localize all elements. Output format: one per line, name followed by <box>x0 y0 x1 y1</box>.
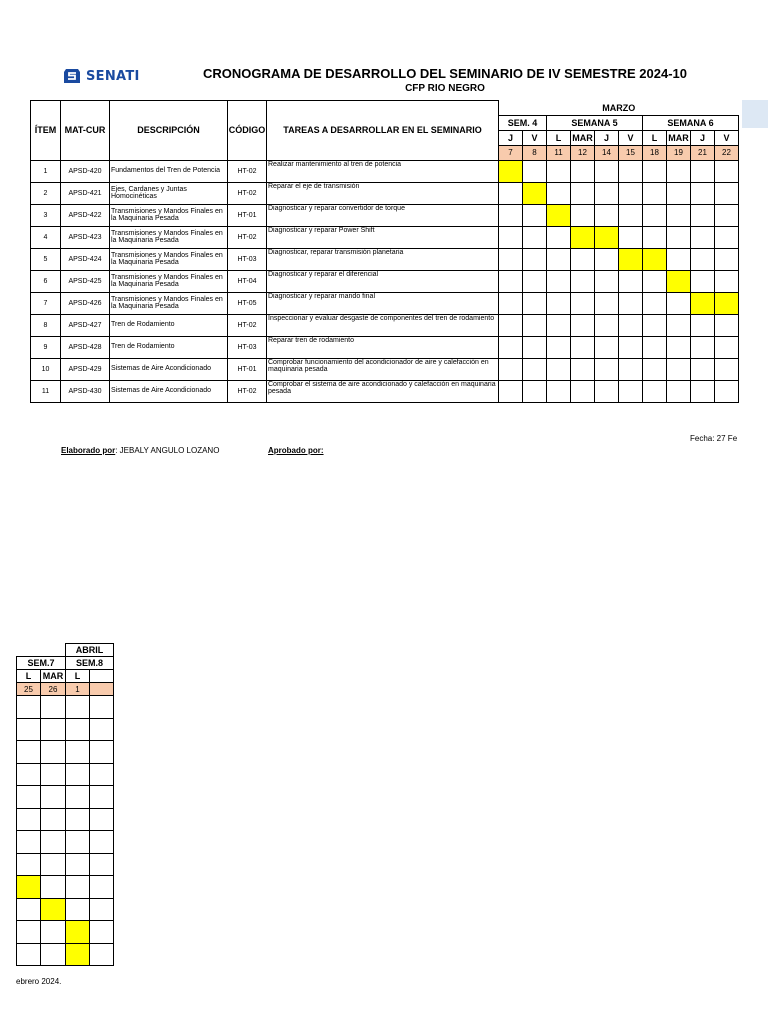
day-header: 15 <box>619 145 643 160</box>
item-cell: 5 <box>31 248 61 270</box>
elaborado-label: Elaborado por <box>61 446 116 455</box>
page-title: CRONOGRAMA DE DESARROLLO DEL SEMINARIO DE IV SEMESTRE 2024-10 <box>203 66 687 81</box>
schedule-cell <box>619 270 643 292</box>
schedule-cell <box>523 358 547 380</box>
schedule-cell <box>667 292 691 314</box>
overflow-schedule-cell <box>17 876 41 899</box>
overflow-row <box>17 808 114 831</box>
weekday-header: J <box>499 130 523 145</box>
matcur-cell: APSD-422 <box>61 204 110 226</box>
matcur-cell: APSD-423 <box>61 226 110 248</box>
overflow-schedule-cell <box>17 943 41 966</box>
weekday-header: V <box>715 130 739 145</box>
item-cell: 11 <box>31 380 61 402</box>
schedule-cell <box>715 248 739 270</box>
overflow-row <box>17 898 114 921</box>
schedule-cell <box>715 358 739 380</box>
schedule-cell <box>667 182 691 204</box>
item-cell: 4 <box>31 226 61 248</box>
schedule-cell <box>691 336 715 358</box>
overflow-schedule-cell <box>90 696 114 719</box>
schedule-cell <box>667 336 691 358</box>
header-week-6: SEMANA 6 <box>643 115 739 130</box>
tarea-cell: Reparar el eje de transmisión <box>267 182 499 204</box>
overflow-schedule-cell <box>66 808 90 831</box>
description-cell: Tren de Rodamiento <box>110 336 228 358</box>
table-row <box>31 226 739 248</box>
schedule-cell <box>691 314 715 336</box>
table-row <box>31 314 739 336</box>
day-header: 12 <box>571 145 595 160</box>
fecha-text: Fecha: 27 Fe <box>690 434 738 443</box>
tarea-cell: Diagnosticar y reparar mando final <box>267 292 499 314</box>
schedule-cell <box>667 226 691 248</box>
schedule-cell <box>499 182 523 204</box>
header-week-4: SEM. 4 <box>499 115 547 130</box>
table-row <box>31 160 739 182</box>
schedule-cell <box>643 226 667 248</box>
schedule-cell <box>643 292 667 314</box>
description-cell: Transmisiones y Mandos Finales en la Maquinaria Pesada <box>110 226 228 248</box>
overflow-day-header <box>90 683 114 696</box>
schedule-cell <box>691 380 715 402</box>
schedule-cell <box>547 182 571 204</box>
schedule-cell <box>643 204 667 226</box>
overflow-schedule-cell <box>41 741 66 764</box>
schedule-cell <box>619 248 643 270</box>
matcur-cell: APSD-430 <box>61 380 110 402</box>
schedule-cell <box>619 358 643 380</box>
schedule-cell <box>643 270 667 292</box>
header-tareas: TAREAS A DESARROLLAR EN EL SEMINARIO <box>267 101 499 161</box>
aprobado-por <box>268 446 324 455</box>
schedule-cell <box>499 336 523 358</box>
header-descripcion: DESCRIPCIÓN <box>110 101 228 161</box>
item-cell: 7 <box>31 292 61 314</box>
schedule-cell <box>571 182 595 204</box>
schedule-cell <box>523 226 547 248</box>
schedule-cell <box>499 226 523 248</box>
schedule-cell <box>715 182 739 204</box>
overflow-schedule-cell <box>41 718 66 741</box>
overflow-schedule-cell <box>41 943 66 966</box>
overflow-schedule-cell <box>41 786 66 809</box>
codigo-cell: HT-01 <box>228 358 267 380</box>
overflow-schedule-cell <box>66 831 90 854</box>
overflow-schedule-cell <box>66 853 90 876</box>
schedule-cell <box>571 160 595 182</box>
description-cell: Transmisiones y Mandos Finales en la Maquinaria Pesada <box>110 248 228 270</box>
codigo-cell: HT-02 <box>228 182 267 204</box>
codigo-cell: HT-02 <box>228 380 267 402</box>
schedule-cell <box>619 314 643 336</box>
schedule-cell <box>619 204 643 226</box>
schedule-cell <box>595 358 619 380</box>
schedule-cell <box>667 380 691 402</box>
overflow-schedule-cell <box>66 741 90 764</box>
schedule-cell <box>523 314 547 336</box>
schedule-cell <box>667 270 691 292</box>
description-cell: Tren de Rodamiento <box>110 314 228 336</box>
tarea-cell: Realizar mantenimiento al tren de potencia <box>267 160 499 182</box>
overflow-schedule-cell <box>90 921 114 944</box>
weekday-header: L <box>643 130 667 145</box>
schedule-cell <box>499 358 523 380</box>
overflow-schedule-cell <box>90 741 114 764</box>
description-cell: Transmisiones y Mandos Finales en la Maquinaria Pesada <box>110 270 228 292</box>
overflow-schedule-cell <box>90 898 114 921</box>
schedule-cell <box>691 160 715 182</box>
item-cell: 3 <box>31 204 61 226</box>
header-codigo: CÓDIGO <box>228 101 267 161</box>
schedule-cell <box>571 292 595 314</box>
elaborado-por <box>61 446 219 455</box>
day-header: 7 <box>499 145 523 160</box>
overflow-schedule-cell <box>17 831 41 854</box>
schedule-cell <box>595 314 619 336</box>
schedule-cell <box>667 248 691 270</box>
overflow-month: ABRIL <box>66 644 114 657</box>
overflow-schedule-cell <box>41 853 66 876</box>
schedule-cell <box>619 182 643 204</box>
description-cell: Transmisiones y Mandos Finales en la Maquinaria Pesada <box>110 204 228 226</box>
overflow-schedule-cell <box>66 696 90 719</box>
overflow-row <box>17 943 114 966</box>
table-row <box>31 248 739 270</box>
schedule-cell <box>595 292 619 314</box>
overflow-schedule-cell <box>17 696 41 719</box>
schedule-cell <box>547 292 571 314</box>
item-cell: 2 <box>31 182 61 204</box>
overflow-strip <box>742 100 768 128</box>
overflow-schedule-cell <box>17 786 41 809</box>
overflow-schedule-cell <box>90 831 114 854</box>
overflow-schedule-cell <box>41 921 66 944</box>
schedule-cell <box>691 226 715 248</box>
elaborado-value: : JEBALY ANGULO LOZANO <box>115 446 220 455</box>
weekday-header: V <box>619 130 643 145</box>
schedule-cell <box>499 204 523 226</box>
item-cell: 1 <box>31 160 61 182</box>
schedule-cell <box>715 160 739 182</box>
schedule-cell <box>691 182 715 204</box>
matcur-cell: APSD-420 <box>61 160 110 182</box>
item-cell: 9 <box>31 336 61 358</box>
overflow-schedule-cell <box>90 808 114 831</box>
overflow-schedule-cell <box>17 763 41 786</box>
overflow-schedule-cell <box>17 898 41 921</box>
senati-logo-icon <box>62 66 82 86</box>
header-month: MARZO <box>499 101 739 116</box>
schedule-cell <box>667 204 691 226</box>
overflow-table <box>16 643 114 966</box>
tarea-cell: Comprobar funcionamiento del acondicionador de aire y calefacción en maquinaria pesada <box>267 358 499 380</box>
tarea-cell: Diagnosticar y reparar Power Shift <box>267 226 499 248</box>
schedule-cell <box>499 314 523 336</box>
schedule-cell <box>667 314 691 336</box>
tarea-cell: Diagnosticar y reparar el diferencial <box>267 270 499 292</box>
matcur-cell: APSD-426 <box>61 292 110 314</box>
schedule-cell <box>643 248 667 270</box>
schedule-cell <box>499 248 523 270</box>
overflow-schedule-cell <box>90 943 114 966</box>
schedule-cell <box>523 182 547 204</box>
schedule-table <box>30 100 739 403</box>
day-header: 19 <box>667 145 691 160</box>
overflow-schedule-cell <box>66 921 90 944</box>
overflow-schedule-cell <box>17 718 41 741</box>
day-header: 11 <box>547 145 571 160</box>
schedule-cell <box>691 248 715 270</box>
schedule-cell <box>523 292 547 314</box>
schedule-cell <box>643 380 667 402</box>
weekday-header: V <box>523 130 547 145</box>
day-header: 8 <box>523 145 547 160</box>
schedule-cell <box>547 204 571 226</box>
schedule-cell <box>595 380 619 402</box>
overflow-schedule-cell <box>66 876 90 899</box>
aprobado-label: Aprobado por: <box>268 446 324 455</box>
schedule-cell <box>595 204 619 226</box>
schedule-cell <box>547 270 571 292</box>
overflow-schedule-cell <box>41 831 66 854</box>
page-subtitle: CFP RIO NEGRO <box>405 83 485 94</box>
schedule-cell <box>595 248 619 270</box>
header-matcur: MAT-CUR <box>61 101 110 161</box>
matcur-cell: APSD-429 <box>61 358 110 380</box>
day-header: 21 <box>691 145 715 160</box>
schedule-cell <box>499 292 523 314</box>
codigo-cell: HT-03 <box>228 248 267 270</box>
overflow-weekday-header: MAR <box>41 670 66 683</box>
schedule-cell <box>595 270 619 292</box>
table-row <box>31 204 739 226</box>
schedule-cell <box>547 226 571 248</box>
overflow-day-header: 26 <box>41 683 66 696</box>
codigo-cell: HT-04 <box>228 270 267 292</box>
overflow-schedule-cell <box>41 898 66 921</box>
overflow-row <box>17 786 114 809</box>
overflow-day-header: 25 <box>17 683 41 696</box>
overflow-weekday-header: L <box>17 670 41 683</box>
schedule-cell <box>571 314 595 336</box>
overflow-row <box>17 763 114 786</box>
overflow-schedule-cell <box>41 876 66 899</box>
brand-name: SENATI <box>86 68 140 84</box>
weekday-header: J <box>691 130 715 145</box>
schedule-cell <box>523 248 547 270</box>
table-row <box>31 380 739 402</box>
schedule-cell <box>547 358 571 380</box>
day-header: 14 <box>595 145 619 160</box>
schedule-cell <box>499 270 523 292</box>
item-cell: 8 <box>31 314 61 336</box>
schedule-cell <box>571 204 595 226</box>
schedule-cell <box>691 270 715 292</box>
table-row <box>31 182 739 204</box>
schedule-cell <box>715 270 739 292</box>
schedule-cell <box>547 160 571 182</box>
item-cell: 6 <box>31 270 61 292</box>
description-cell: Ejes, Cardanes y Juntas Homocinéticas <box>110 182 228 204</box>
schedule-cell <box>643 336 667 358</box>
schedule-cell <box>715 226 739 248</box>
schedule-cell <box>499 380 523 402</box>
day-header: 22 <box>715 145 739 160</box>
day-header: 18 <box>643 145 667 160</box>
matcur-cell: APSD-427 <box>61 314 110 336</box>
schedule-cell <box>595 182 619 204</box>
table-row <box>31 336 739 358</box>
senati-logo <box>62 66 140 86</box>
schedule-cell <box>619 292 643 314</box>
codigo-cell: HT-05 <box>228 292 267 314</box>
overflow-week-7: SEM.7 <box>17 657 66 670</box>
overflow-row <box>17 876 114 899</box>
description-cell: Fundamentos del Tren de Potencia <box>110 160 228 182</box>
overflow-schedule-cell <box>41 808 66 831</box>
overflow-schedule-cell <box>41 696 66 719</box>
schedule-cell <box>571 270 595 292</box>
schedule-cell <box>571 226 595 248</box>
schedule-cell <box>523 160 547 182</box>
table-row <box>31 270 739 292</box>
tarea-cell: Comprobar el sistema de aire acondicionado y calefacción en maquinaria pesada <box>267 380 499 402</box>
weekday-header: MAR <box>667 130 691 145</box>
overflow-schedule-cell <box>17 853 41 876</box>
overflow-schedule-cell <box>90 853 114 876</box>
schedule-cell <box>523 270 547 292</box>
fecha-continuation: ebrero 2024. <box>16 977 62 986</box>
schedule-cell <box>619 336 643 358</box>
schedule-cell <box>715 380 739 402</box>
overflow-row <box>17 921 114 944</box>
description-cell: Sistemas de Aire Acondicionado <box>110 380 228 402</box>
overflow-schedule-cell <box>90 786 114 809</box>
table-row <box>31 292 739 314</box>
matcur-cell: APSD-421 <box>61 182 110 204</box>
schedule-cell <box>571 336 595 358</box>
overflow-row <box>17 741 114 764</box>
overflow-day-header: 1 <box>66 683 90 696</box>
tarea-cell: Reparar tren de rodamiento <box>267 336 499 358</box>
schedule-cell <box>571 380 595 402</box>
overflow-schedule-cell <box>66 786 90 809</box>
matcur-cell: APSD-428 <box>61 336 110 358</box>
codigo-cell: HT-02 <box>228 314 267 336</box>
overflow-month-blank <box>17 644 66 657</box>
header-week-5: SEMANA 5 <box>547 115 643 130</box>
schedule-cell <box>667 358 691 380</box>
schedule-cell <box>715 336 739 358</box>
overflow-schedule-cell <box>17 741 41 764</box>
schedule-cell <box>691 358 715 380</box>
schedule-cell <box>715 314 739 336</box>
schedule-cell <box>547 248 571 270</box>
schedule-cell <box>595 160 619 182</box>
overflow-schedule-cell <box>90 876 114 899</box>
schedule-cell <box>523 204 547 226</box>
tarea-cell: Diagnosticar y reparar convertidor de torque <box>267 204 499 226</box>
schedule-cell <box>571 358 595 380</box>
overflow-schedule-cell <box>66 898 90 921</box>
schedule-cell <box>643 160 667 182</box>
overflow-weekday-header: L <box>66 670 90 683</box>
schedule-cell <box>619 380 643 402</box>
codigo-cell: HT-02 <box>228 160 267 182</box>
schedule-cell <box>619 160 643 182</box>
description-cell: Transmisiones y Mandos Finales en la Maquinaria Pesada <box>110 292 228 314</box>
overflow-schedule-cell <box>66 943 90 966</box>
overflow-row <box>17 853 114 876</box>
overflow-schedule-cell <box>90 763 114 786</box>
matcur-cell: APSD-424 <box>61 248 110 270</box>
weekday-header: MAR <box>571 130 595 145</box>
schedule-cell <box>547 314 571 336</box>
schedule-cell <box>595 336 619 358</box>
schedule-cell <box>643 358 667 380</box>
schedule-cell <box>667 160 691 182</box>
overflow-schedule-cell <box>41 763 66 786</box>
schedule-cell <box>571 248 595 270</box>
matcur-cell: APSD-425 <box>61 270 110 292</box>
table-row <box>31 358 739 380</box>
overflow-weekday-header <box>90 670 114 683</box>
schedule-cell <box>499 160 523 182</box>
overflow-week-8: SEM.8 <box>66 657 114 670</box>
overflow-row <box>17 831 114 854</box>
tarea-cell: Inspeccionar y evaluar desgaste de componentes del tren de rodamiento <box>267 314 499 336</box>
item-cell: 10 <box>31 358 61 380</box>
weekday-header: J <box>595 130 619 145</box>
overflow-schedule-cell <box>66 718 90 741</box>
schedule-cell <box>547 380 571 402</box>
weekday-header: L <box>547 130 571 145</box>
schedule-cell <box>715 204 739 226</box>
schedule-cell <box>523 336 547 358</box>
overflow-schedule-cell <box>66 763 90 786</box>
overflow-schedule-cell <box>17 921 41 944</box>
description-cell: Sistemas de Aire Acondicionado <box>110 358 228 380</box>
codigo-cell: HT-03 <box>228 336 267 358</box>
overflow-row <box>17 696 114 719</box>
schedule-cell <box>691 292 715 314</box>
tarea-cell: Diagnosticar, reparar transmisión planetaria <box>267 248 499 270</box>
overflow-row <box>17 718 114 741</box>
overflow-schedule-cell <box>90 718 114 741</box>
schedule-cell <box>643 314 667 336</box>
schedule-cell <box>547 336 571 358</box>
header-item: ÍTEM <box>31 101 61 161</box>
schedule-cell <box>643 182 667 204</box>
codigo-cell: HT-02 <box>228 226 267 248</box>
schedule-cell <box>715 292 739 314</box>
schedule-cell <box>595 226 619 248</box>
schedule-cell <box>691 204 715 226</box>
overflow-schedule-cell <box>17 808 41 831</box>
schedule-cell <box>523 380 547 402</box>
schedule-cell <box>619 226 643 248</box>
codigo-cell: HT-01 <box>228 204 267 226</box>
